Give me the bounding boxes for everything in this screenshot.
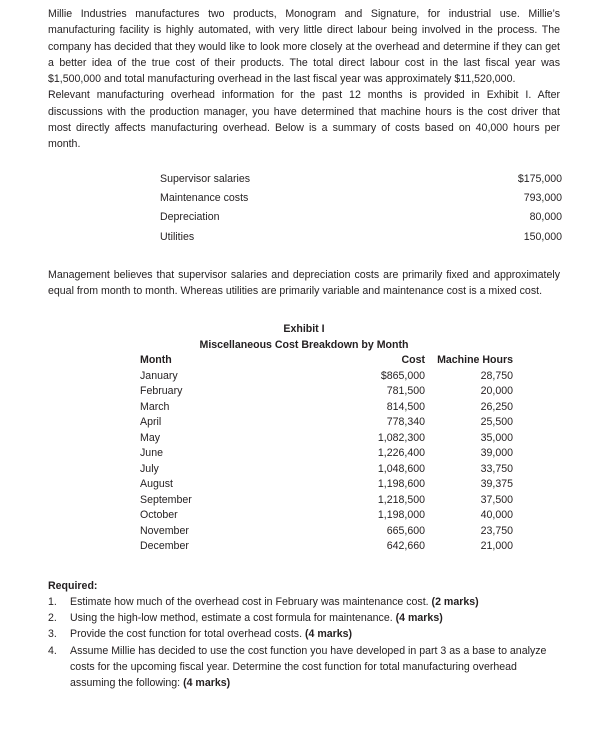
second-paragraph: Relevant manufacturing overhead information for the past 12 months is provided in Exhibit I. After discussions with the production manager, you have determined that machine hours is the cost driver that most directly affects manufacturing overhead. Below is a summary of costs based on 40,000 hours per month. bbox=[48, 89, 560, 151]
exhibit-section bbox=[48, 322, 560, 555]
cell-machine-hours: 39,375 bbox=[480, 478, 513, 491]
cell-machine-hours: 23,750 bbox=[480, 524, 513, 537]
cell-machine-hours: 40,000 bbox=[480, 509, 513, 522]
exhibit-table-head bbox=[140, 353, 513, 369]
cell-machine-hours: 25,500 bbox=[480, 416, 513, 429]
column-header-machine-hours: Machine Hours bbox=[437, 354, 513, 367]
exhibit-table-body bbox=[140, 369, 513, 555]
required-item-text: Provide the cost function for total overhead costs. bbox=[70, 628, 305, 641]
table-row bbox=[140, 384, 513, 400]
table-row bbox=[140, 524, 513, 540]
cell-month: February bbox=[140, 385, 183, 398]
cost-summary-value: 80,000 bbox=[529, 211, 562, 224]
table-row bbox=[140, 446, 513, 462]
cell-cost: 1,218,500 bbox=[377, 493, 425, 506]
required-item bbox=[48, 610, 560, 626]
exhibit-title: Exhibit I bbox=[283, 323, 325, 336]
cost-summary-label: Maintenance costs bbox=[160, 191, 249, 204]
cell-machine-hours: 26,250 bbox=[480, 400, 513, 413]
cost-summary-row bbox=[160, 189, 562, 208]
cell-cost: 1,226,400 bbox=[377, 447, 425, 460]
cell-month: April bbox=[140, 416, 162, 429]
table-row bbox=[140, 415, 513, 431]
table-row bbox=[140, 462, 513, 478]
cell-month: September bbox=[140, 493, 192, 506]
cell-cost: 814,500 bbox=[386, 400, 425, 413]
exhibit-table bbox=[140, 353, 513, 555]
required-item-number: 4. bbox=[48, 644, 57, 657]
table-row bbox=[140, 400, 513, 416]
cell-cost: 1,048,600 bbox=[377, 462, 425, 475]
exhibit-header-row bbox=[140, 353, 513, 369]
cost-summary-row bbox=[160, 208, 562, 227]
cell-cost: 781,500 bbox=[386, 385, 425, 398]
table-row bbox=[140, 477, 513, 493]
cell-month: August bbox=[140, 478, 173, 491]
cell-month: March bbox=[140, 400, 170, 413]
required-item-text: Using the high-low method, estimate a cost formula for maintenance. bbox=[70, 612, 396, 625]
required-item-number: 3. bbox=[48, 628, 57, 641]
cost-summary-label: Depreciation bbox=[160, 211, 220, 224]
column-header-month: Month bbox=[140, 354, 172, 367]
required-item-text: Assume Millie has decided to use the cost function you have developed in part 3 as a base to analyze costs for the upcoming fiscal year. Determine the cost function for total manufacturing overhead assuming the following: bbox=[70, 644, 547, 689]
cell-month: July bbox=[140, 462, 159, 475]
required-item-number: 2. bbox=[48, 612, 57, 625]
required-item-marks: (4 marks) bbox=[395, 612, 443, 625]
cell-cost: 1,198,600 bbox=[377, 478, 425, 491]
cell-machine-hours: 35,000 bbox=[480, 431, 513, 444]
required-section bbox=[48, 578, 560, 691]
cell-cost: 1,198,000 bbox=[377, 509, 425, 522]
cost-summary-value: 150,000 bbox=[523, 230, 562, 243]
cell-cost: 642,660 bbox=[386, 540, 425, 553]
intro-paragraph: Millie Industries manufactures two products, Monogram and Signature, for industrial use. Millie’s manufacturing facility is highly automated, with very little direct labour being involved in the process. The company has decided that they would like to look more closely at the overhead and determine if they can get a better idea of the true cost of their products. The total direct labour cost in the last fiscal year was $1,500,000 and total manufacturing overhead in the last fiscal year was approximately $11,520,000. bbox=[48, 8, 560, 86]
cell-month: June bbox=[140, 447, 163, 460]
cost-summary-label: Utilities bbox=[160, 230, 195, 243]
cost-summary-value: $175,000 bbox=[517, 172, 562, 185]
cell-month: May bbox=[140, 431, 161, 444]
cost-summary-row bbox=[160, 228, 562, 247]
cell-cost: $865,000 bbox=[380, 369, 425, 382]
management-paragraph: Management believes that supervisor salaries and depreciation costs are primarily fixed and approximately equal from month to month. Whereas utilities are primarily variable and maintenance cost is a mixed cost. bbox=[48, 268, 560, 298]
cost-summary-table bbox=[160, 170, 562, 247]
table-row bbox=[140, 539, 513, 555]
cell-month: January bbox=[140, 369, 178, 382]
required-list bbox=[48, 594, 560, 691]
cell-month: November bbox=[140, 524, 189, 537]
required-item bbox=[48, 626, 560, 642]
cell-machine-hours: 39,000 bbox=[480, 447, 513, 460]
cost-summary-value: 793,000 bbox=[523, 191, 562, 204]
table-row bbox=[140, 369, 513, 385]
cost-summary-label: Supervisor salaries bbox=[160, 172, 251, 185]
cell-cost: 1,082,300 bbox=[377, 431, 425, 444]
cost-summary-body bbox=[160, 170, 562, 247]
cell-machine-hours: 20,000 bbox=[480, 385, 513, 398]
required-item-text: Estimate how much of the overhead cost in February was maintenance cost. bbox=[70, 595, 432, 608]
column-header-cost: Cost bbox=[401, 354, 425, 367]
required-item-marks: (4 marks) bbox=[183, 676, 231, 689]
cell-month: December bbox=[140, 540, 189, 553]
required-item bbox=[48, 594, 560, 610]
cell-machine-hours: 21,000 bbox=[480, 540, 513, 553]
required-item-marks: (2 marks) bbox=[431, 595, 479, 608]
table-row bbox=[140, 493, 513, 509]
table-row bbox=[140, 431, 513, 447]
required-item-marks: (4 marks) bbox=[304, 628, 353, 641]
cell-machine-hours: 33,750 bbox=[480, 462, 513, 475]
cost-summary-row bbox=[160, 170, 562, 189]
cell-cost: 778,340 bbox=[386, 416, 425, 429]
required-item bbox=[48, 643, 560, 692]
cell-machine-hours: 37,500 bbox=[480, 493, 513, 506]
cell-machine-hours: 28,750 bbox=[480, 369, 513, 382]
table-row bbox=[140, 508, 513, 524]
cell-month: October bbox=[140, 509, 178, 522]
required-item-number: 1. bbox=[48, 595, 57, 608]
exhibit-subtitle: Miscellaneous Cost Breakdown by Month bbox=[199, 338, 409, 351]
cell-cost: 665,600 bbox=[386, 524, 425, 537]
required-heading: Required: bbox=[48, 579, 98, 592]
